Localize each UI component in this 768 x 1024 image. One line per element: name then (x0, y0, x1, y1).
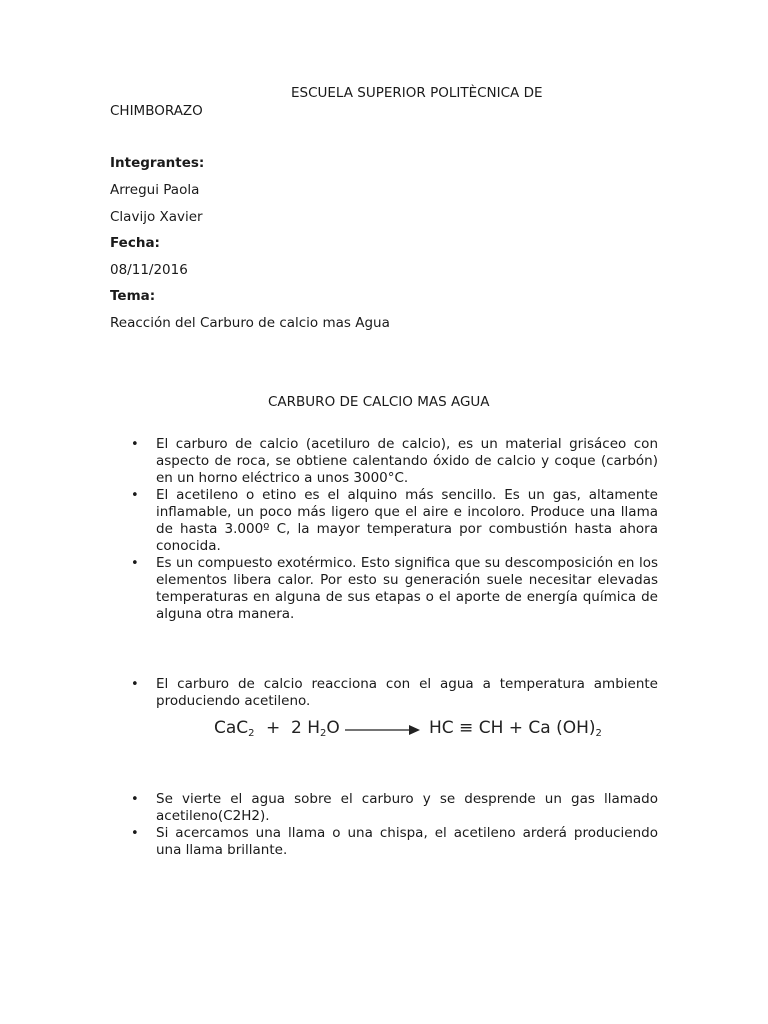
list-item: • El carburo de calcio (acetiluro de calcio), es un material grisáceo con aspecto de roca, se obtiene calentando óxido de calcio y coque (carbón) en un horno eléctrico a unos 3000°C. (131, 436, 658, 486)
bullet-list-procedure (131, 791, 658, 859)
bullet-list-reaction (131, 676, 658, 710)
list-item: • El acetileno o etino es el alquino más sencillo. Es un gas, altamente inflamable, un poco más ligero que el aire e incoloro. Produce una llama de hasta 3.000º C, la mayor temperatura por combustión hasta ahora conocida. (131, 487, 658, 554)
list-item: • Si acercamos una llama o una chispa, el acetileno arderá produciendo una llama brillante. (131, 825, 658, 858)
bullet-list-properties (131, 436, 658, 623)
equation-reactant-2: 2 $H_2O$ (291, 718, 340, 739)
tema-label: Tema: (110, 288, 156, 304)
fecha-value: 08/11/2016 (110, 262, 188, 278)
integrantes-label: Integrantes: (110, 155, 205, 171)
member-1: Arregui Paola (110, 182, 200, 198)
list-item: • El carburo de calcio reacciona con el agua a temperatura ambiente produciendo acetileno. (131, 676, 658, 709)
member-2: Clavijo Xavier (110, 209, 203, 225)
bullet-icon: • (131, 437, 139, 452)
fecha-label: Fecha: (110, 235, 160, 251)
equation-product: HC ≡ CH + Ca $(OH)_2$ (429, 718, 602, 739)
bullet-icon: • (131, 826, 139, 841)
school-name-line1: ESCUELA SUPERIOR POLITÈCNICA DE (291, 85, 543, 101)
bullet-icon: • (131, 792, 139, 807)
school-name-line2: CHIMBORAZO (110, 103, 203, 119)
section-title: CARBURO DE CALCIO MAS AGUA (268, 394, 490, 410)
bullet-icon: • (131, 677, 139, 692)
bullet-icon: • (131, 556, 139, 571)
list-item: • Es un compuesto exotérmico. Esto significa que su descomposición en los elementos libera calor. Por esto su generación suele necesitar elevadas temperaturas en alguna de sus etapas o el aporte de energía química de alguna otra manera. (131, 555, 658, 622)
reaction-arrow-icon (345, 723, 421, 737)
bullet-icon: • (131, 488, 139, 503)
list-item: • Se vierte el agua sobre el carburo y se desprende un gas llamado acetileno(C2H2). (131, 791, 658, 824)
equation-reactant-1: CaC$_2$ (214, 718, 255, 739)
tema-value: Reacción del Carburo de calcio mas Agua (110, 315, 390, 331)
equation-plus: + (266, 718, 281, 738)
